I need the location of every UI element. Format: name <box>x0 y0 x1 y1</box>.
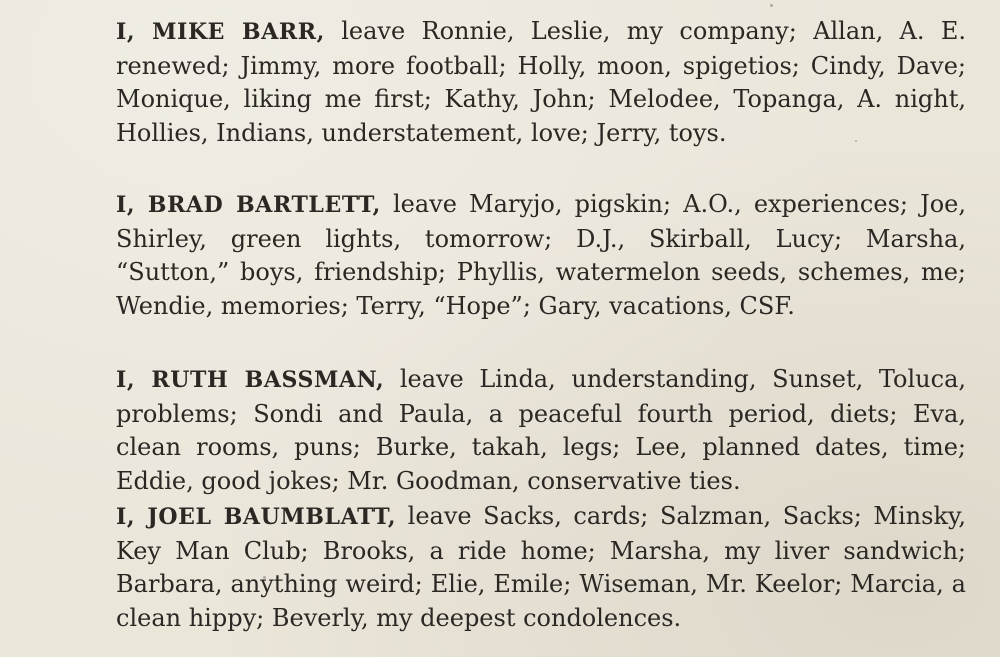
will-entry-joel-baumblatt <box>116 500 966 635</box>
entry-name: I, BRAD BARTLETT, <box>116 192 381 218</box>
entry-text: leave Maryjo, pigskin; A.O., experiences; Joe, Shirley, green lights, tomorrow; D.J., Skirball, Lucy; Marsha, “Sutton,” boys, friendship; Phyllis, watermelon seeds, schemes, me; Wendie, memories; Terry, “Hope”; Gary, vacations, CSF. <box>116 190 966 320</box>
paper-speck <box>263 576 266 579</box>
will-entry-ruth-bassman <box>116 363 966 498</box>
will-entry-brad-bartlett <box>116 188 966 323</box>
entry-name: I, MIKE BARR, <box>116 19 325 45</box>
entry-text: leave Linda, understanding, Sunset, Toluca, problems; Sondi and Paula, a peaceful fourth period, diets; Eva, clean rooms, puns; Burke, takah, legs; Lee, planned dates, time; Eddie, good jokes; Mr. Goodman, conservative ties. <box>116 365 967 495</box>
entry-name: I, JOEL BAUMBLATT, <box>116 504 397 530</box>
paper-speck <box>770 4 773 7</box>
will-entry-mike-barr <box>116 15 966 150</box>
entry-text: leave Ronnie, Leslie, my company; Allan, A. E. renewed; Jimmy, more football; Holly, moon, spigetios; Cindy, Dave; Monique, liking me first; Kathy, John; Melodee, Topanga, A. night, Hollies, Indians, understatement, love; Jerry, toys. <box>116 17 966 147</box>
entry-text: leave Sacks, cards; Salzman, Sacks; Minsky, Key Man Club; Brooks, a ride home; Marsha, my liver sandwich; Barbara, anything weird; Elie, Emile; Wiseman, Mr. Keelor; Marcia, a clean hippy; Beverly, my deepest condolences. <box>116 502 966 632</box>
paper-speck <box>855 140 857 142</box>
entry-name: I, RUTH BASSMAN, <box>116 367 385 393</box>
